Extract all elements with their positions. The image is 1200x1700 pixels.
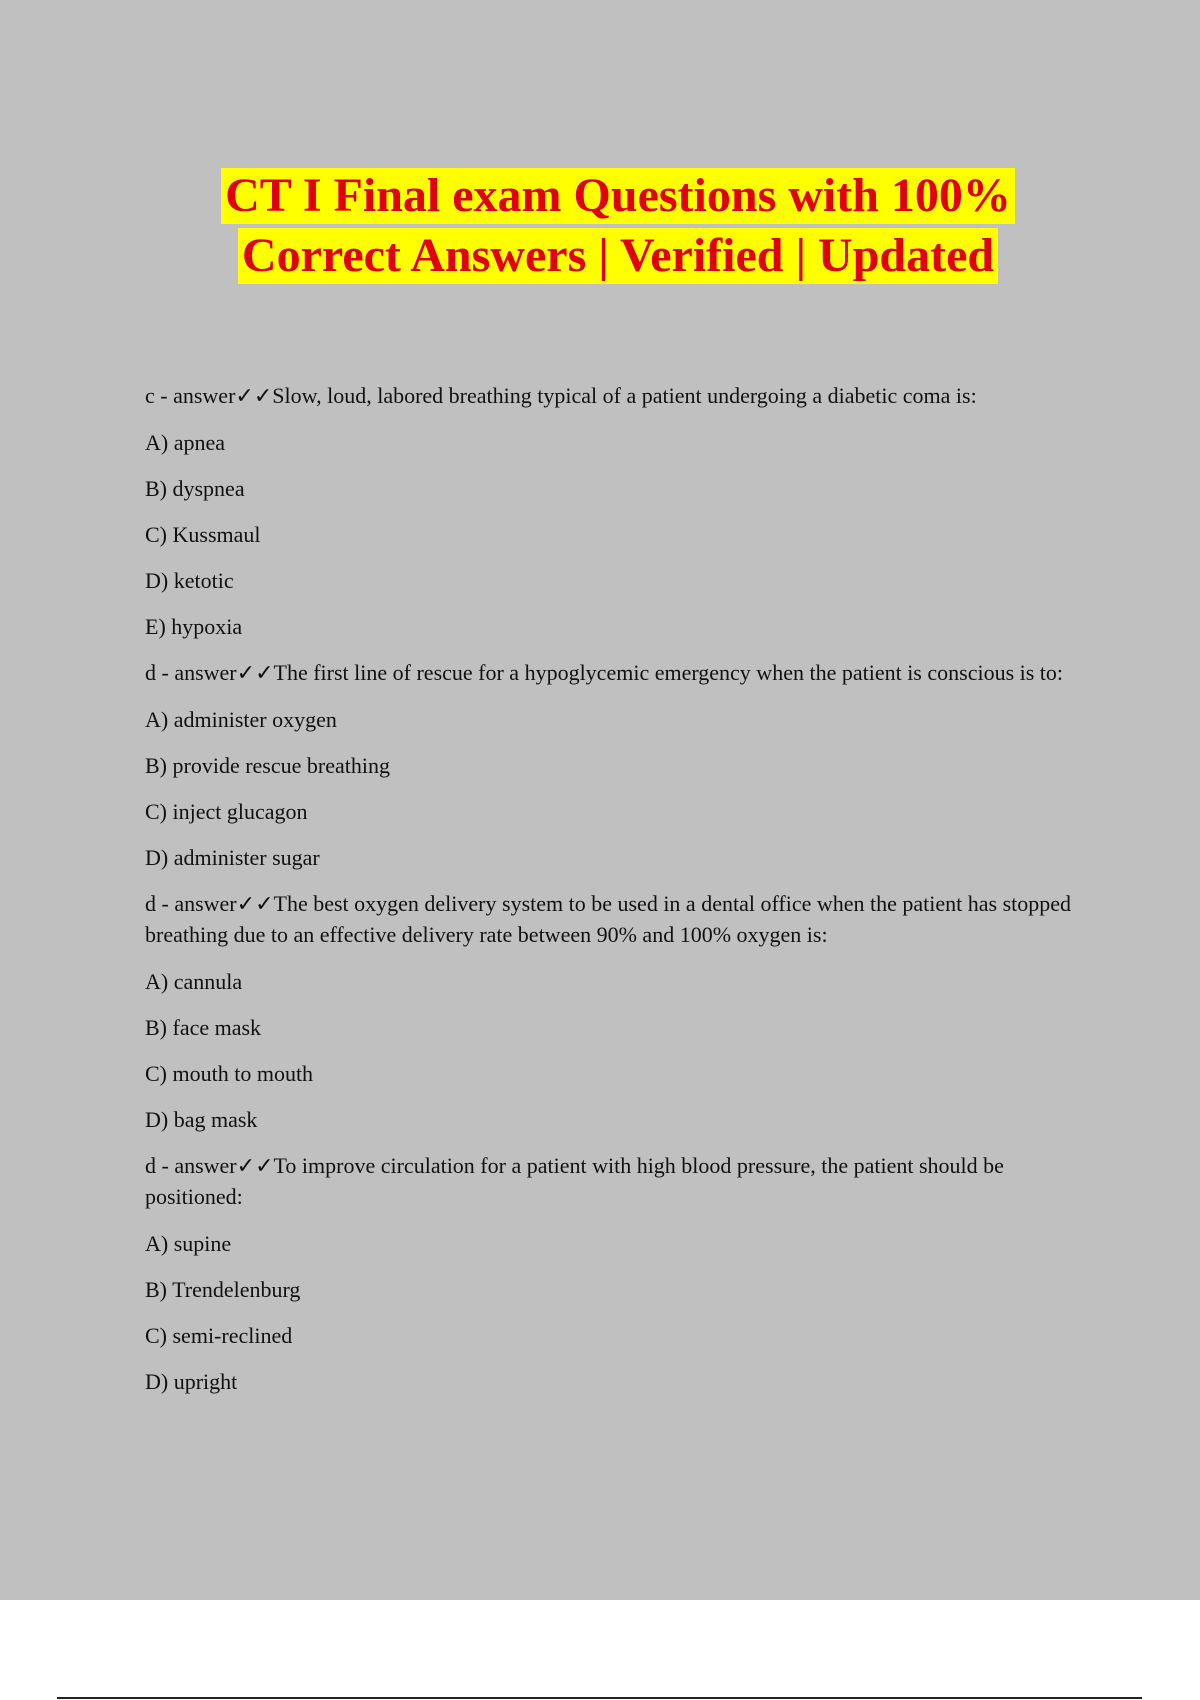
answer-prefix: d - answer — [145, 891, 237, 916]
option-item: A) administer oxygen — [145, 707, 337, 732]
option-item: B) dyspnea — [145, 476, 245, 501]
answer-prefix: d - answer — [145, 660, 237, 685]
question-3 — [145, 888, 1085, 950]
option-item: D) bag mask — [145, 1107, 258, 1132]
option-item: C) semi-reclined — [145, 1323, 293, 1348]
page-divider — [57, 1697, 1142, 1699]
title-line-2: Correct Answers | Verified | Updated — [238, 228, 998, 284]
check-mark-icon: ✓✓ — [236, 1153, 274, 1178]
option-item: B) provide rescue breathing — [145, 753, 390, 778]
check-mark-icon: ✓✓ — [235, 383, 273, 408]
option-item: D) ketotic — [145, 568, 234, 593]
option-item: A) cannula — [145, 969, 243, 994]
option-item: D) upright — [145, 1369, 238, 1394]
check-mark-icon: ✓✓ — [236, 660, 274, 685]
question-text: Slow, loud, labored breathing typical of a patient undergoing a diabetic coma is: — [272, 383, 977, 408]
title-line-1: CT I Final exam Questions with 100% — [221, 168, 1015, 224]
answer-prefix: d - answer — [145, 1153, 237, 1178]
option-item: C) Kussmaul — [145, 522, 261, 547]
question-list — [145, 380, 1085, 1412]
option-item: E) hypoxia — [145, 614, 243, 639]
option-item: B) Trendelenburg — [145, 1277, 301, 1302]
option-item: D) administer sugar — [145, 845, 320, 870]
option-item: A) apnea — [145, 430, 226, 455]
question-text: The first line of rescue for a hypoglycemic emergency when the patient is conscious is to: — [273, 660, 1064, 685]
page-title — [0, 168, 1200, 284]
question-2 — [145, 657, 1085, 688]
question-1 — [145, 380, 1085, 411]
option-item: A) supine — [145, 1231, 232, 1256]
question-text: The best oxygen delivery system to be used in a dental office when the patient has stopped breathing due to an effective delivery rate between 90% and 100% oxygen is: — [145, 891, 1072, 947]
question-text: To improve circulation for a patient with high blood pressure, the patient should be positioned: — [145, 1153, 1004, 1209]
option-item: B) face mask — [145, 1015, 262, 1040]
option-item: C) mouth to mouth — [145, 1061, 314, 1086]
option-item: C) inject glucagon — [145, 799, 308, 824]
question-4 — [145, 1150, 1085, 1212]
answer-prefix: c - answer — [145, 383, 236, 408]
check-mark-icon: ✓✓ — [236, 891, 274, 916]
